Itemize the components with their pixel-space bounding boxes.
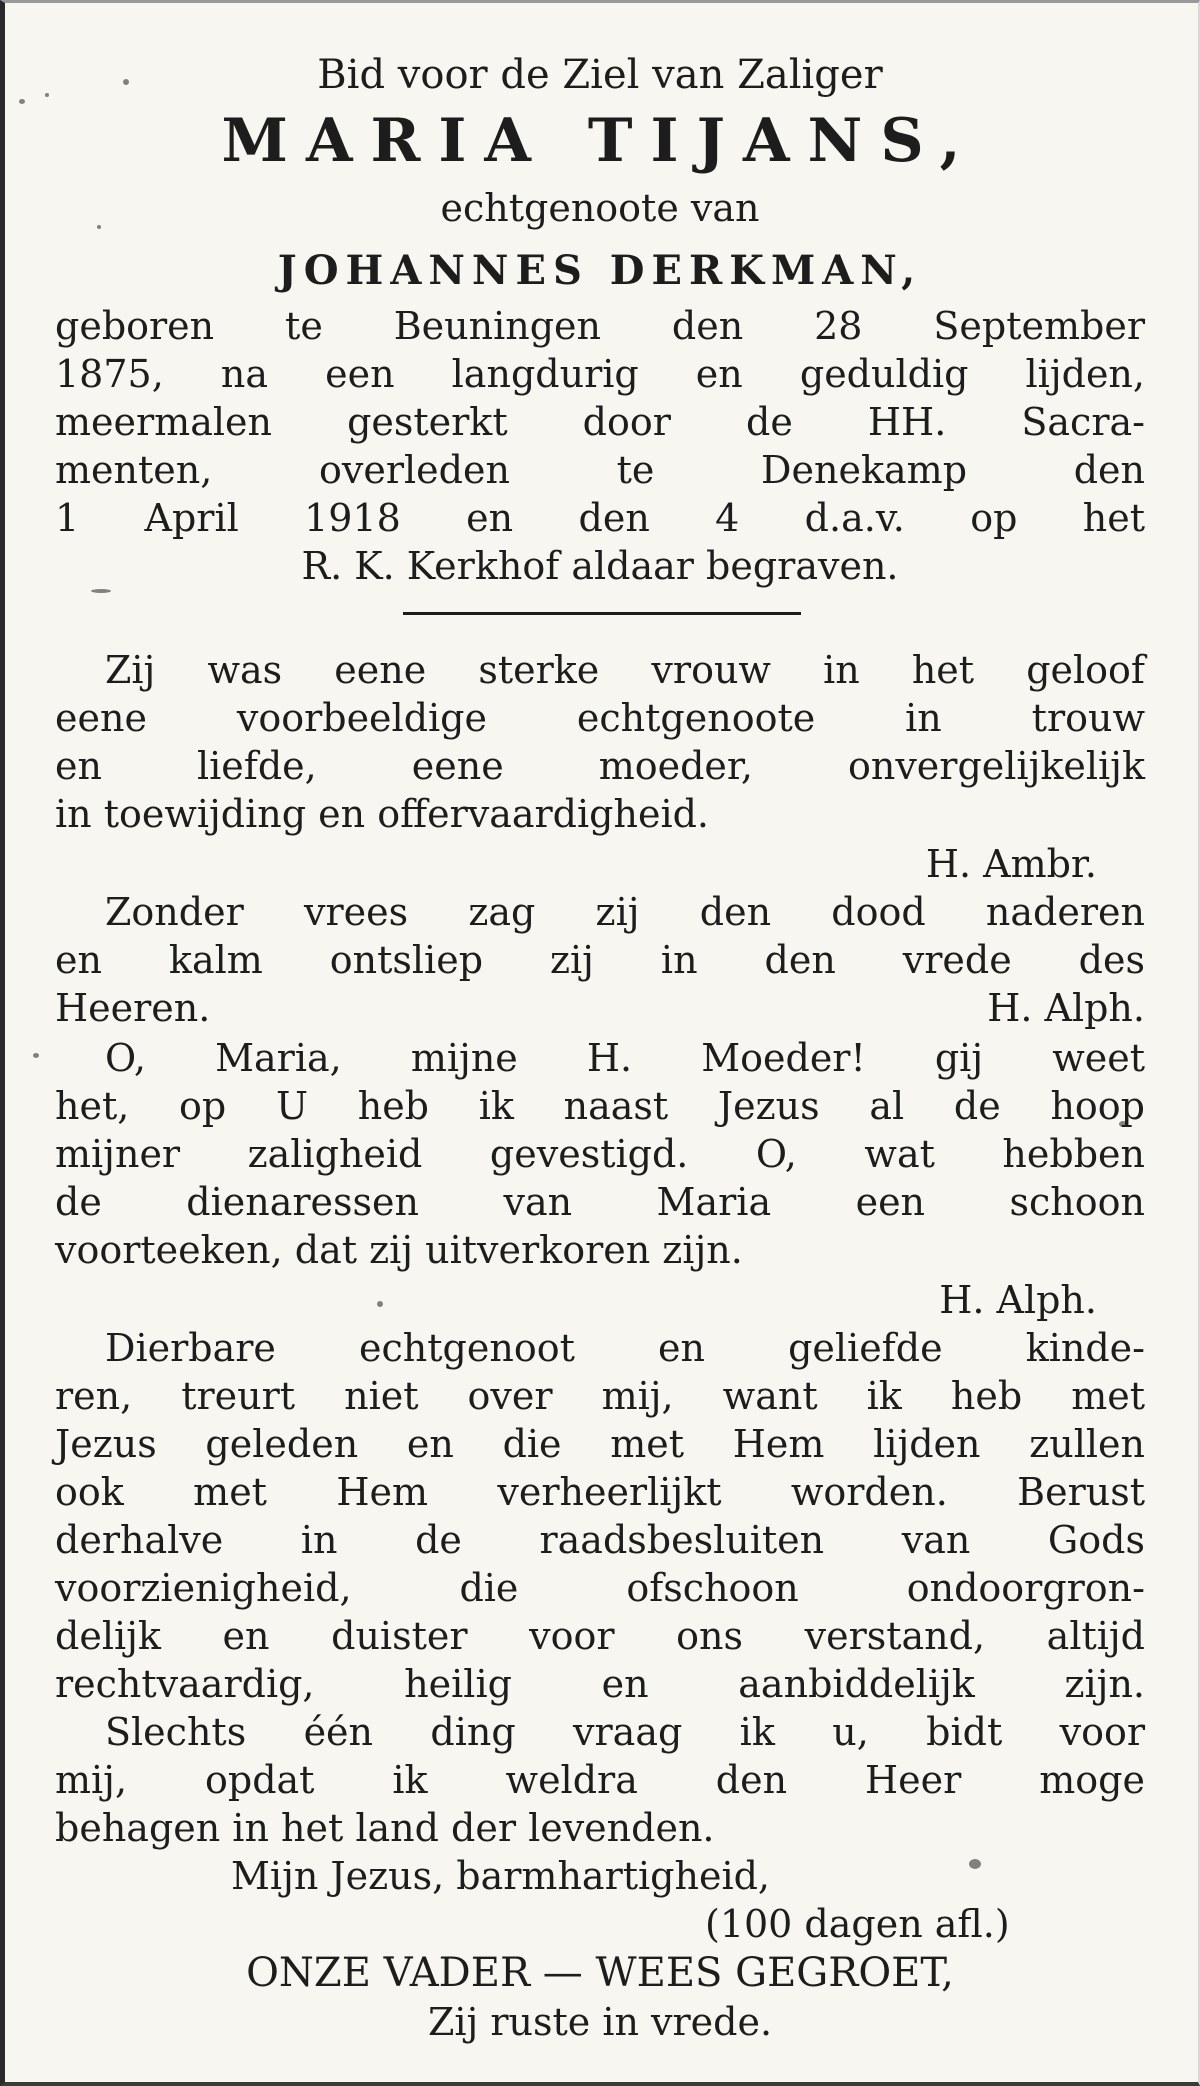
spouse-name: JOHANNES DERKMAN, — [277, 247, 923, 294]
biography-line: 1 April 1918 en den 4 d.a.v. op het — [55, 496, 1145, 540]
farewell-line: ren, treurt niet over mij, want ik heb met — [55, 1374, 1145, 1418]
quote-line: en kalm ontsliep zij in den vrede des — [55, 938, 1145, 982]
spouse-intro: echtgenoote van — [440, 186, 760, 230]
biography-line: geboren te Beuningen den 28 September — [55, 304, 1145, 348]
biography-line: meermalen gesterkt door de HH. Sacra- — [55, 400, 1145, 444]
quote-line: de dienaressen van Maria een schoon — [55, 1180, 1145, 1224]
prayers-line: ONZE VADER — WEES GEGROET, — [246, 1950, 954, 1996]
divider-rule — [403, 612, 801, 615]
farewell-line: delijk en duister voor ons verstand, altijd — [55, 1614, 1145, 1658]
quote-line: O, Maria, mijne H. Moeder! gij weet — [105, 1036, 1145, 1080]
farewell-line: voorzienigheid, die ofschoon ondoorgron- — [55, 1566, 1145, 1610]
ejaculation-prayer: Mijn Jezus, barmhartigheid, — [231, 1854, 771, 1898]
closing-line: Zij ruste in vrede. — [427, 2000, 773, 2044]
farewell-line: rechtvaardig, heilig en aanbiddelijk zijn. — [55, 1662, 1145, 1706]
quote-line: eene voorbeeldige echtgenoote in trouw — [55, 696, 1145, 740]
speck — [377, 1301, 383, 1307]
farewell-line: ook met Hem verheerlijkt worden. Berust — [55, 1470, 1145, 1514]
speck — [19, 99, 25, 104]
quote-source: H. Ambr. — [925, 842, 1097, 886]
quote-line: mijner zaligheid gevestigd. O, wat hebben — [55, 1132, 1145, 1176]
farewell-line: derhalve in de raadsbesluiten van Gods — [55, 1518, 1145, 1562]
quote-line: en liefde, eene moeder, onvergelijkelijk — [55, 744, 1145, 788]
quote-line: het, op U heb ik naast Jezus al de hoop — [55, 1084, 1145, 1128]
biography-last-line: R. K. Kerkhof aldaar begraven. — [301, 544, 899, 588]
biography-line: menten, overleden te Denekamp den — [55, 448, 1145, 492]
speck — [91, 589, 111, 593]
quote-line: voorteeken, dat zij uitverkoren zijn. — [55, 1228, 743, 1272]
farewell-line: Jezus geleden en die met Hem lijden zullen — [55, 1422, 1145, 1466]
indulgence-note: (100 dagen afl.) — [705, 1902, 1010, 1946]
quote-line: Zonder vrees zag zij den dood naderen — [105, 890, 1145, 934]
biography-line: 1875, na een langdurig en geduldig lijden, — [55, 352, 1145, 396]
farewell-line: mij, opdat ik weldra den Heer moge — [55, 1758, 1145, 1802]
farewell-line: behagen in het land der levenden. — [55, 1806, 715, 1850]
quote-source: H. Alph. — [987, 986, 1145, 1030]
deceased-name: MARIA TIJANS, — [221, 106, 979, 176]
quote-line: Zij was eene sterke vrouw in het geloof — [105, 648, 1145, 692]
speck — [969, 1859, 981, 1869]
farewell-line: Slechts één ding vraag ik u, bidt voor — [105, 1710, 1145, 1754]
quote-line: in toewijding en offervaardigheid. — [55, 792, 709, 836]
farewell-line: Dierbare echtgenoot en geliefde kinde- — [105, 1326, 1145, 1370]
quote-source: H. Alph. — [939, 1278, 1097, 1322]
quote-line: Heeren. — [55, 986, 211, 1030]
speck — [33, 1053, 39, 1058]
prayer-heading: Bid voor de Ziel van Zaliger — [317, 52, 883, 98]
